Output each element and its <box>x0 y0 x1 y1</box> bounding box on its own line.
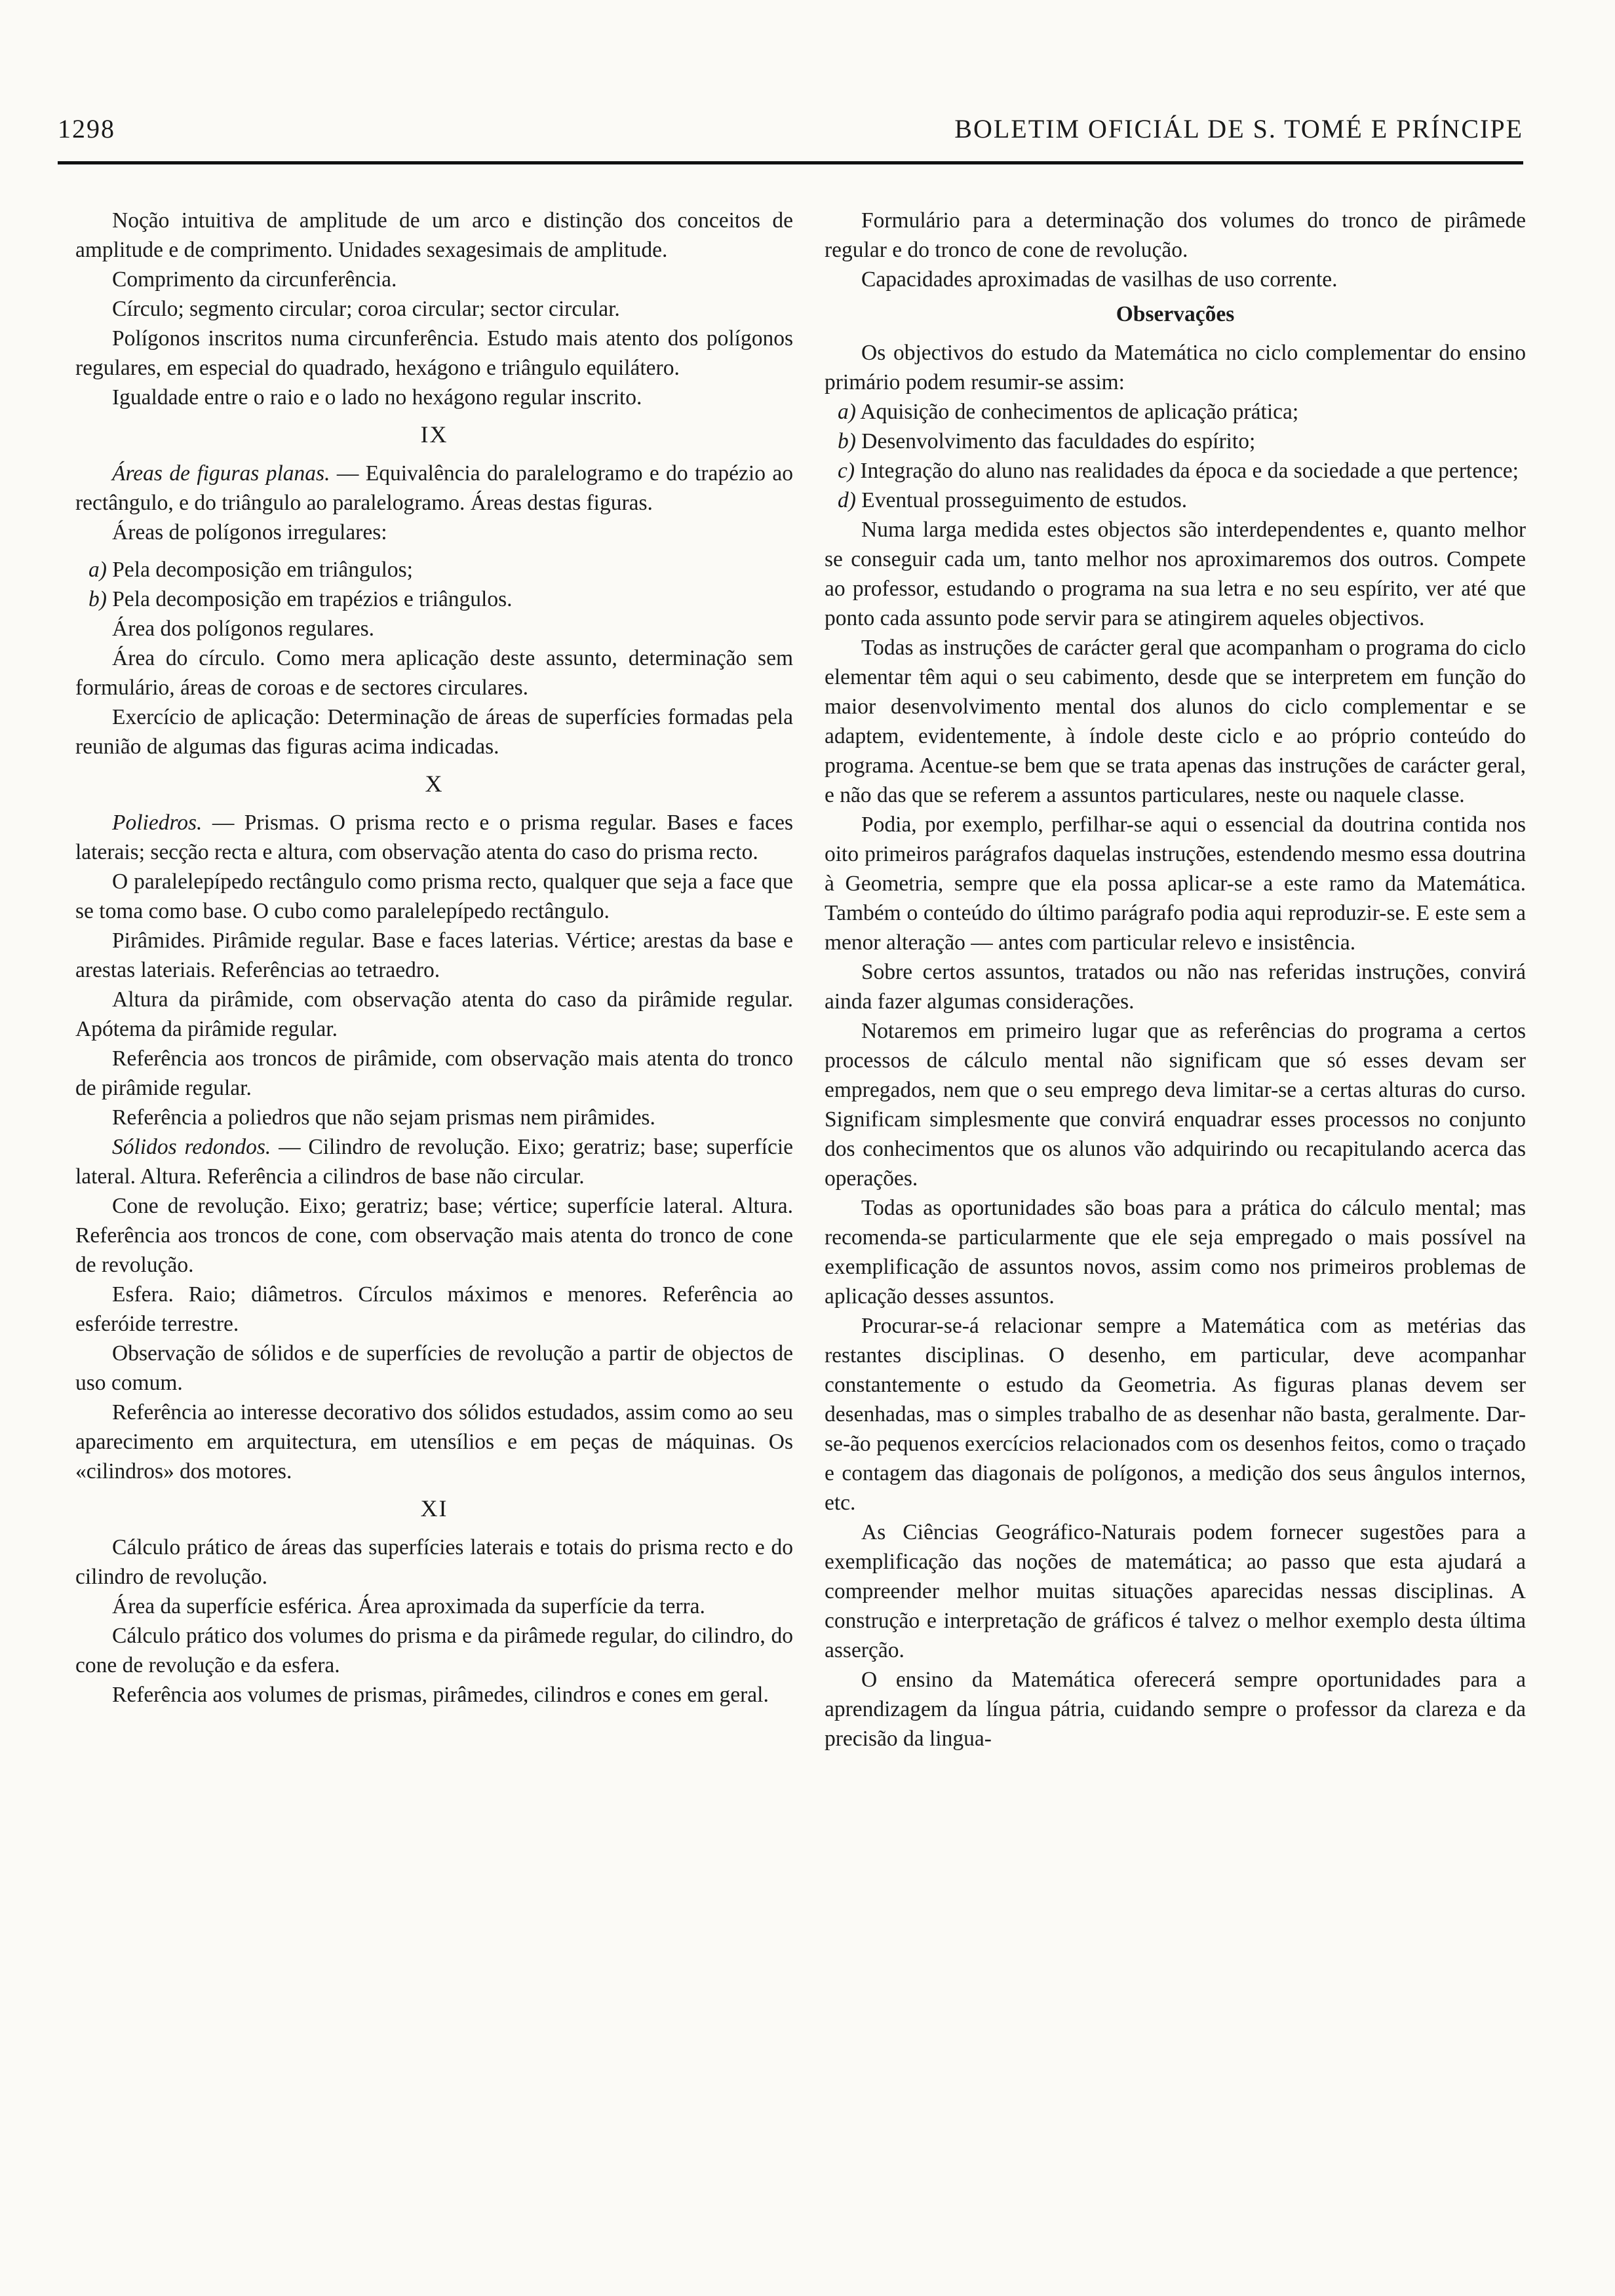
paragraph: Cone de revolução. Eixo; geratriz; base; vértice; superfície lateral. Altura. Referência aos troncos de cone, com observação mais atenta do tronco de cone de revolução. <box>75 1194 793 1277</box>
section-heading-x: X <box>425 771 444 797</box>
list-text: Integração do aluno nas realidades da época e da sociedade a que pertence; <box>855 459 1519 483</box>
paragraph: Noção intuitiva de amplitude de um arco e distinção dos conceitos de amplitude e de comprimento. Unidades sexagesimais de amplitude. <box>75 208 793 262</box>
page-header <box>58 98 1523 144</box>
list-item <box>825 456 1526 486</box>
list-item <box>825 427 1526 456</box>
paragraph: Notaremos em primeiro lugar que as referências do programa a certos processos de cálculo mental não significam que só esses devam ser empregados, nem que o seu emprego deva limitar-se a certas alturas do curso. Significam simplesmente que convirá enquadrar esses processos no conjunto dos conhecimentos que os alunos vão adquirindo ou recapitulando acerca das operações. <box>825 1019 1526 1191</box>
paragraph: Igualdade entre o raio e o lado no hexágono regular inscrito. <box>112 385 642 410</box>
right-column <box>825 206 1526 1753</box>
paragraph: Áreas de polígonos irregulares: <box>112 520 387 545</box>
list-item <box>75 584 793 614</box>
list-marker: c) <box>838 459 855 483</box>
paragraph: Todas as instruções de carácter geral que acompanham o programa do ciclo elementar têm aqui o seu cabimento, desde que se interpretem em função do maior desenvolvimento mental dos alunos do ciclo complementar e se adaptem, evidentemente, à índole deste ciclo e ao próprio conteúdo do programa. Acentue-se bem que se trata apenas das instruções de carácter geral, e não das que se referem a assuntos particulares, neste ou naquele classe. <box>825 636 1526 807</box>
list-item <box>825 397 1526 427</box>
paragraph: Referência a poliedros que não sejam prismas nem pirâmides. <box>112 1105 655 1130</box>
paragraph: Círculo; segmento circular; coroa circular; sector circular. <box>112 297 620 321</box>
list-marker: b) <box>838 429 856 453</box>
paragraph: Área do círculo. Como mera aplicação deste assunto, determinação sem formulário, áreas de coroas e de sectores circulares. <box>75 646 793 700</box>
paragraph: As Ciências Geográfico-Naturais podem fornecer sugestões para a exemplificação das noções de matemática; ao passo que esta ajudará a compreender melhor muitas situações aparecidas nessas disciplinas. A construção e interpretação de gráficos é talvez o melhor exemplo desta última asserção. <box>825 1520 1526 1662</box>
paragraph: Esfera. Raio; diâmetros. Círculos máximos e menores. Referência ao esferóide terrestre. <box>75 1282 793 1336</box>
paragraph: Cálculo prático de áreas das superfícies laterais e totais do prisma recto e do cilindro de revolução. <box>75 1535 793 1589</box>
section-heading-ix: IX <box>420 421 448 448</box>
header-rule <box>58 161 1523 164</box>
list-text: Eventual prosseguimento de estudos. <box>855 488 1188 512</box>
paragraph: O paralelepípedo rectângulo como prisma recto, qualquer que seja a face que se toma como base. O cubo como paralelepípedo rectângulo. <box>75 870 793 923</box>
list-text: Aquisição de conhecimentos de aplicação prática; <box>855 400 1299 424</box>
list-item <box>825 486 1526 515</box>
list-marker: a) <box>838 400 856 424</box>
paragraph: Capacidades aproximadas de vasilhas de uso corrente. <box>861 267 1338 292</box>
list-text: Pela decomposição em triângulos; <box>106 558 413 582</box>
paragraph: Área dos polígonos regulares. <box>112 617 375 641</box>
list-text: Desenvolvimento das faculdades do espírito; <box>855 429 1256 453</box>
paragraph: Podia, por exemplo, perfilhar-se aqui o essencial da doutrina contida nos oito primeiros parágrafos daquelas instruções, estendendo mesmo essa doutrina à Geometria, sempre que ela possa aplicar-se a este ramo da Matemática. Também o conteúdo do último parágrafo podia aqui reproduzir-se. E este sem a menor alteração — antes com particular relevo e insistência. <box>825 813 1526 955</box>
paragraph: Procurar-se-á relacionar sempre a Matemática com as metérias das restantes disciplinas. O desenho, em particular, deve acompanhar constantemente o estudo da Geometria. As figuras planas devem ser desenhadas, mas o simples trabalho de as desenhar não basta, geralmente. Dar-se-ão pequenos exercícios relacionados com os desenhos feitos, como o traçado e contagem das diagonais de polígonos, a medição dos seus ângulos internos, etc. <box>825 1314 1526 1515</box>
topic-title: Poliedros. <box>112 811 203 835</box>
list-marker: d) <box>838 488 856 512</box>
page-number: 1298 <box>58 114 115 144</box>
paragraph: Referência aos volumes de prismas, pirâmedes, cilindros e cones em geral. <box>112 1683 769 1707</box>
paragraph: Sobre certos assuntos, tratados ou não nas referidas instruções, convirá ainda fazer algumas considerações. <box>825 960 1526 1014</box>
list-text: Pela decomposição em trapézios e triângulos. <box>106 587 513 611</box>
paragraph: Área da superfície esférica. Área aproximada da superfície da terra. <box>112 1594 705 1618</box>
paragraph: Altura da pirâmide, com observação atenta do caso da pirâmide regular. Apótema da pirâmide regular. <box>75 987 793 1041</box>
left-column <box>75 206 793 1710</box>
paragraph: Todas as oportunidades são boas para a prática do cálculo mental; mas recomenda-se particularmente que ele seja empregado o mais possível na exemplificação de assuntos novos, assim como nos primeiros problemas de aplicação desses assuntos. <box>825 1196 1526 1309</box>
paragraph: Pirâmides. Pirâmide regular. Base e faces laterias. Vértice; arestas da base e arestas lateriais. Referências ao tetraedro. <box>75 928 793 982</box>
paragraph-text: — Prismas. O prisma recto e o prisma regular. Bases e faces laterais; secção recta e altura, com observação atenta do caso do prisma recto. <box>75 811 793 864</box>
publication-title: BOLETIM OFICIÁL DE S. TOMÉ E PRÍNCIPE <box>954 114 1523 144</box>
paragraph-text: — Equivalência do paralelogramo e do trapézio ao rectângulo, e do triângulo ao paralelogramo. Áreas destas figuras. <box>75 461 793 515</box>
list-marker: b) <box>88 587 107 611</box>
paragraph: Cálculo prático dos volumes do prisma e da pirâmede regular, do cilindro, do cone de revolução e da esfera. <box>75 1624 793 1677</box>
paragraph: Observação de sólidos e de superfícies de revolução a partir de objectos de uso comum. <box>75 1341 793 1395</box>
paragraph: Os objectivos do estudo da Matemática no ciclo complementar do ensino primário podem resumir-se assim: <box>825 341 1526 394</box>
paragraph-text: — Cilindro de revolução. Eixo; geratriz; base; superfície lateral. Altura. Referência a cilindros de base não circular. <box>75 1135 793 1189</box>
topic-title: Áreas de figuras planas. <box>112 461 330 486</box>
paragraph: Referência ao interesse decorativo dos sólidos estudados, assim como ao seu aparecimento em arquitectura, em utensílios e em peças de máquinas. Os «cilindros» dos motores. <box>75 1400 793 1483</box>
paragraph: Polígonos inscritos numa circunferência. Estudo mais atento dos polígonos regulares, em especial do quadrado, hexágono e triângulo equilátero. <box>75 326 793 380</box>
paragraph: O ensino da Matemática oferecerá sempre oportunidades para a aprendizagem da língua pátria, cuidando sempre o professor da clareza e da precisão da lingua- <box>825 1668 1526 1751</box>
paragraph: Formulário para a determinação dos volumes do tronco de pirâmede regular e do tronco de cone de revolução. <box>825 208 1526 262</box>
list-marker: a) <box>88 558 107 582</box>
paragraph: Exercício de aplicação: Determinação de áreas de superfícies formadas pela reunião de algumas das figuras acima indicadas. <box>75 705 793 759</box>
paragraph: Referência aos troncos de pirâmide, com observação mais atenta do tronco de pirâmide regular. <box>75 1046 793 1100</box>
paragraph <box>75 459 793 518</box>
paragraph <box>75 1132 793 1191</box>
paragraph: Numa larga medida estes objectos são interdependentes e, quanto melhor se conseguir cada um, tanto melhor nos aproximaremos dos outros. Compete ao professor, estudando o programa na sua letra e no seu espírito, ver até que ponto cada assunto pode servir para se atingirem aqueles objectivos. <box>825 518 1526 630</box>
section-heading-observacoes: Observações <box>1116 302 1235 326</box>
paragraph: Comprimento da circunferência. <box>112 267 397 292</box>
topic-title: Sólidos redondos. <box>112 1135 271 1159</box>
section-heading-xi: XI <box>420 1495 448 1521</box>
list-item <box>75 555 793 584</box>
paragraph <box>75 808 793 867</box>
